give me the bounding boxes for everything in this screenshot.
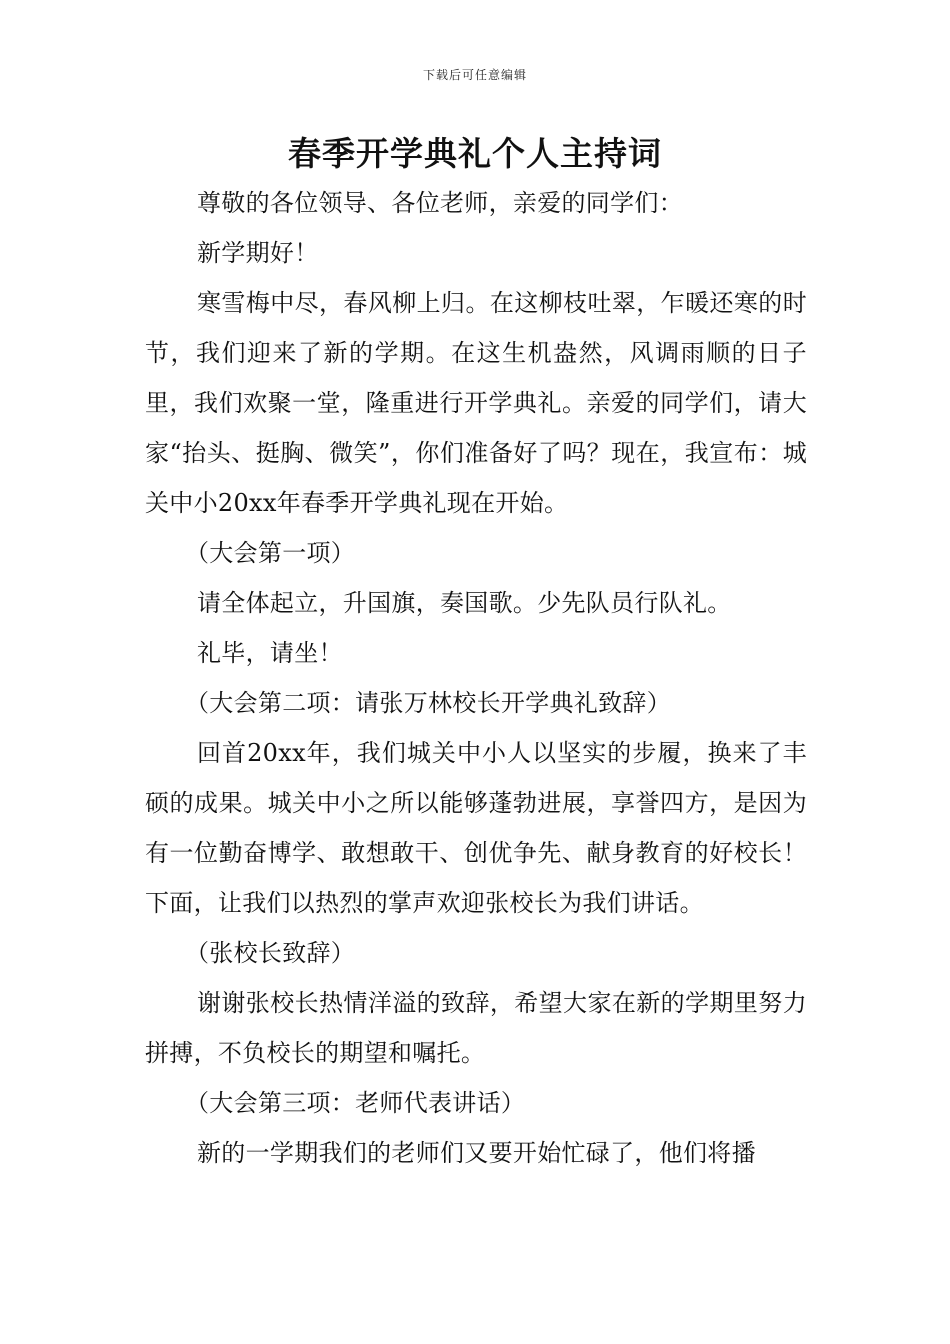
paragraph-opening: 寒雪梅中尽，春风柳上归。在这柳枝吐翠，乍暖还寒的时节，我们迎来了新的学期。在这生机盎然，风调雨顺的日子里，我们欢聚一堂，隆重进行开学典礼。亲爱的同学们，请大家“抬头、挺胸、微笑”，你们准备好了吗？现在，我宣布：城关中小20xx年春季开学典礼现在开始。 xyxy=(145,289,807,517)
paragraph-item-one: （大会第一项） xyxy=(185,539,356,567)
paragraph-flag: 请全体起立，升国旗，奏国歌。少先队员行队礼。 xyxy=(197,589,732,617)
paragraph-item-three: （大会第三项：老师代表讲话） xyxy=(185,1089,526,1117)
paragraph-thanks: 谢谢张校长热情洋溢的致辞，希望大家在新的学期里努力拼搏，不负校长的期望和嘱托。 xyxy=(145,989,807,1067)
paragraph-sit: 礼毕，请坐！ xyxy=(197,639,343,667)
paragraph-new-term: 新学期好！ xyxy=(197,239,319,267)
paragraph-review: 回首20xx年，我们城关中小人以坚实的步履，换来了丰硕的成果。城关中小之所以能够蓬勃进展，享誉四方，是因为有一位勤奋博学、敢想敢干、创优争先、献身教育的好校长！下面，让我们以热烈的掌声欢迎张校长为我们讲话。 xyxy=(145,739,807,917)
header-note: 下载后可任意编辑 xyxy=(422,68,527,82)
paragraph-item-two: （大会第二项：请张万林校长开学典礼致辞） xyxy=(185,689,671,717)
paragraph-greeting: 尊敬的各位领导、各位老师，亲爱的同学们： xyxy=(197,189,683,217)
document-body xyxy=(145,178,807,1178)
paragraph-teachers: 新的一学期我们的老师们又要开始忙碌了，他们将播 xyxy=(197,1139,756,1167)
document-title: 春季开学典礼个人主持词 xyxy=(288,134,662,173)
paragraph-principal-speech: （张校长致辞） xyxy=(185,939,356,967)
